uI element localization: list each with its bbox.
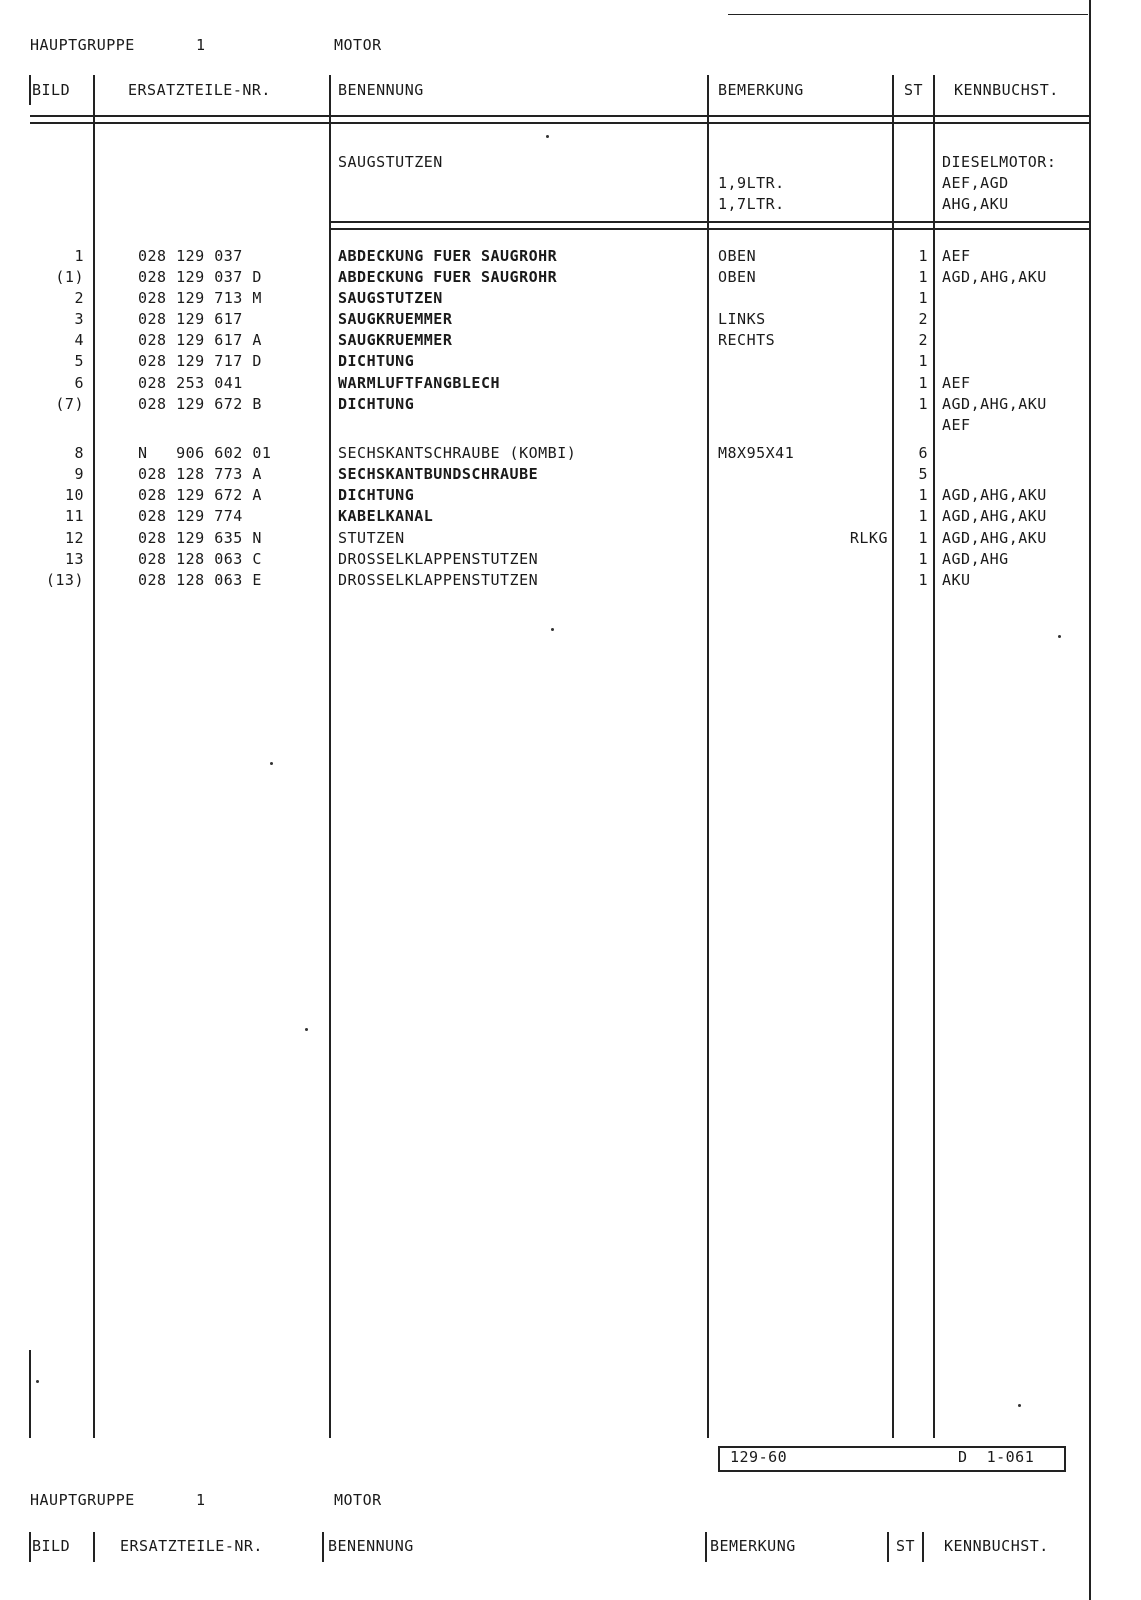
section-double-rule	[330, 221, 1090, 230]
row-code: AGD,AHG,AKU	[942, 268, 1047, 286]
col-header-remark: BEMERKUNG	[718, 81, 804, 99]
col-header-remark-2: BEMERKUNG	[710, 1537, 796, 1555]
row-name: DICHTUNG	[338, 486, 415, 504]
row-code: AEF	[942, 247, 971, 265]
group-label: HAUPTGRUPPE	[30, 36, 135, 54]
col-line-left-body	[29, 1350, 31, 1438]
row-part-number: 028 129 037 D	[138, 268, 262, 286]
row-remark: M8X95X41	[718, 444, 795, 462]
row-qty: 1	[918, 268, 928, 286]
section-code-line3: AHG,AKU	[942, 195, 1009, 213]
row-part-number: 028 129 635 N	[138, 529, 262, 547]
row-remark: RECHTS	[718, 331, 776, 349]
row-qty: 1	[918, 529, 928, 547]
row-name: KABELKANAL	[338, 507, 434, 525]
row-bild: 4	[74, 331, 84, 349]
row-qty: 1	[918, 571, 928, 589]
row-code: AGD,AHG,AKU	[942, 507, 1047, 525]
row-part-number: 028 253 041	[138, 374, 243, 392]
scan-speck	[551, 628, 554, 631]
col-header-name: BENENNUNG	[338, 81, 424, 99]
row-bild: (13)	[45, 571, 84, 589]
col-header-part-no-2: ERSATZTEILE-NR.	[120, 1537, 263, 1555]
page-ref: 129-60	[730, 1448, 788, 1466]
row-qty: 1	[918, 486, 928, 504]
col-line-remark-2	[887, 1532, 889, 1562]
row-qty: 1	[918, 550, 928, 568]
scan-speck	[270, 762, 273, 765]
row-bild: 1	[74, 247, 84, 265]
row-part-number: 028 129 617 A	[138, 331, 262, 349]
row-qty: 5	[918, 465, 928, 483]
row-part-number: N 906 602 01	[138, 444, 272, 462]
section-remark-line2: 1,7LTR.	[718, 195, 785, 213]
row-name: DROSSELKLAPPENSTUTZEN	[338, 571, 539, 589]
row-name: SAUGSTUTZEN	[338, 289, 443, 307]
scan-speck	[1058, 635, 1061, 638]
scan-speck	[1018, 1404, 1021, 1407]
col-line-left-2	[29, 1532, 31, 1562]
scan-speck	[305, 1028, 308, 1031]
row-name: DICHTUNG	[338, 352, 415, 370]
page-code: D 1-061	[958, 1448, 1035, 1466]
row-name: SAUGKRUEMMER	[338, 331, 453, 349]
row-bild: 10	[64, 486, 84, 504]
col-line-qty	[933, 75, 935, 1438]
row-remark: LINKS	[718, 310, 766, 328]
row-name: SAUGKRUEMMER	[338, 310, 453, 328]
col-line-part	[329, 75, 331, 1438]
col-header-code-2: KENNBUCHST.	[944, 1537, 1049, 1555]
row-bild: (7)	[55, 395, 84, 413]
row-part-number: 028 129 717 D	[138, 352, 262, 370]
row-name: DICHTUNG	[338, 395, 415, 413]
row-part-number: 028 128 063 E	[138, 571, 262, 589]
group-number-2: 1	[196, 1491, 206, 1509]
group-label-2: HAUPTGRUPPE	[30, 1491, 135, 1509]
row-name: ABDECKUNG FUER SAUGROHR	[338, 247, 558, 265]
row-qty: 1	[918, 289, 928, 307]
col-header-code: KENNBUCHST.	[954, 81, 1059, 99]
row-part-number: 028 129 774	[138, 507, 243, 525]
row-name: DROSSELKLAPPENSTUTZEN	[338, 550, 539, 568]
col-header-bild: BILD	[32, 81, 71, 99]
col-line-bild	[93, 75, 95, 1438]
row-bild: 8	[74, 444, 84, 462]
row-remark: OBEN	[718, 268, 757, 286]
row-code: AGD,AHG,AKU	[942, 529, 1047, 547]
row-remark: RLKG	[849, 529, 888, 547]
row-qty: 1	[918, 374, 928, 392]
row-bild: 3	[74, 310, 84, 328]
row-code: AGD,AHG,AKU	[942, 395, 1047, 413]
row-part-number: 028 129 672 B	[138, 395, 262, 413]
section-title: SAUGSTUTZEN	[338, 153, 443, 171]
col-header-bild-2: BILD	[32, 1537, 71, 1555]
row-part-number: 028 129 617	[138, 310, 243, 328]
col-line-name	[707, 75, 709, 1438]
col-header-name-2: BENENNUNG	[328, 1537, 414, 1555]
row-qty: 1	[918, 247, 928, 265]
top-short-rule	[728, 14, 1088, 15]
row-part-number: 028 129 713 M	[138, 289, 262, 307]
col-line-remark	[892, 75, 894, 1438]
row-qty: 6	[918, 444, 928, 462]
col-header-qty-2: ST	[896, 1537, 916, 1555]
row-bild: 2	[74, 289, 84, 307]
col-line-right	[1089, 0, 1091, 1600]
row-qty: 1	[918, 352, 928, 370]
row-bild: (1)	[55, 268, 84, 286]
row-bild: 6	[74, 374, 84, 392]
group-name: MOTOR	[334, 36, 382, 54]
row-part-number: 028 129 672 A	[138, 486, 262, 504]
row-name: WARMLUFTFANGBLECH	[338, 374, 501, 392]
row-qty: 2	[918, 310, 928, 328]
row-name: SECHSKANTSCHRAUBE (KOMBI)	[338, 444, 577, 462]
row-code: AEF	[942, 416, 971, 434]
section-code-line2: AEF,AGD	[942, 174, 1009, 192]
row-qty: 1	[918, 395, 928, 413]
header-double-rule	[30, 115, 1090, 124]
row-code: AKU	[942, 571, 971, 589]
row-name: SECHSKANTBUNDSCHRAUBE	[338, 465, 539, 483]
section-code-line1: DIESELMOTOR:	[942, 153, 1057, 171]
col-line-qty-2	[922, 1532, 924, 1562]
col-line-left	[29, 75, 31, 105]
scan-speck	[36, 1380, 39, 1383]
section-remark-line1: 1,9LTR.	[718, 174, 785, 192]
row-bild: 12	[64, 529, 84, 547]
col-header-part-no: ERSATZTEILE-NR.	[128, 81, 271, 99]
row-bild: 11	[64, 507, 84, 525]
col-header-qty: ST	[904, 81, 924, 99]
group-name-2: MOTOR	[334, 1491, 382, 1509]
row-code: AEF	[942, 374, 971, 392]
row-name: ABDECKUNG FUER SAUGROHR	[338, 268, 558, 286]
row-part-number: 028 129 037	[138, 247, 243, 265]
row-bild: 13	[64, 550, 84, 568]
row-part-number: 028 128 063 C	[138, 550, 262, 568]
row-qty: 2	[918, 331, 928, 349]
col-line-name-2	[705, 1532, 707, 1562]
row-part-number: 028 128 773 A	[138, 465, 262, 483]
row-remark: OBEN	[718, 247, 757, 265]
row-name: STUTZEN	[338, 529, 405, 547]
row-bild: 5	[74, 352, 84, 370]
col-line-bild-2	[93, 1532, 95, 1562]
row-qty: 1	[918, 507, 928, 525]
scan-speck	[546, 135, 549, 138]
row-bild: 9	[74, 465, 84, 483]
group-number: 1	[196, 36, 206, 54]
row-code: AGD,AHG	[942, 550, 1009, 568]
row-code: AGD,AHG,AKU	[942, 486, 1047, 504]
col-line-part-2	[322, 1532, 324, 1562]
